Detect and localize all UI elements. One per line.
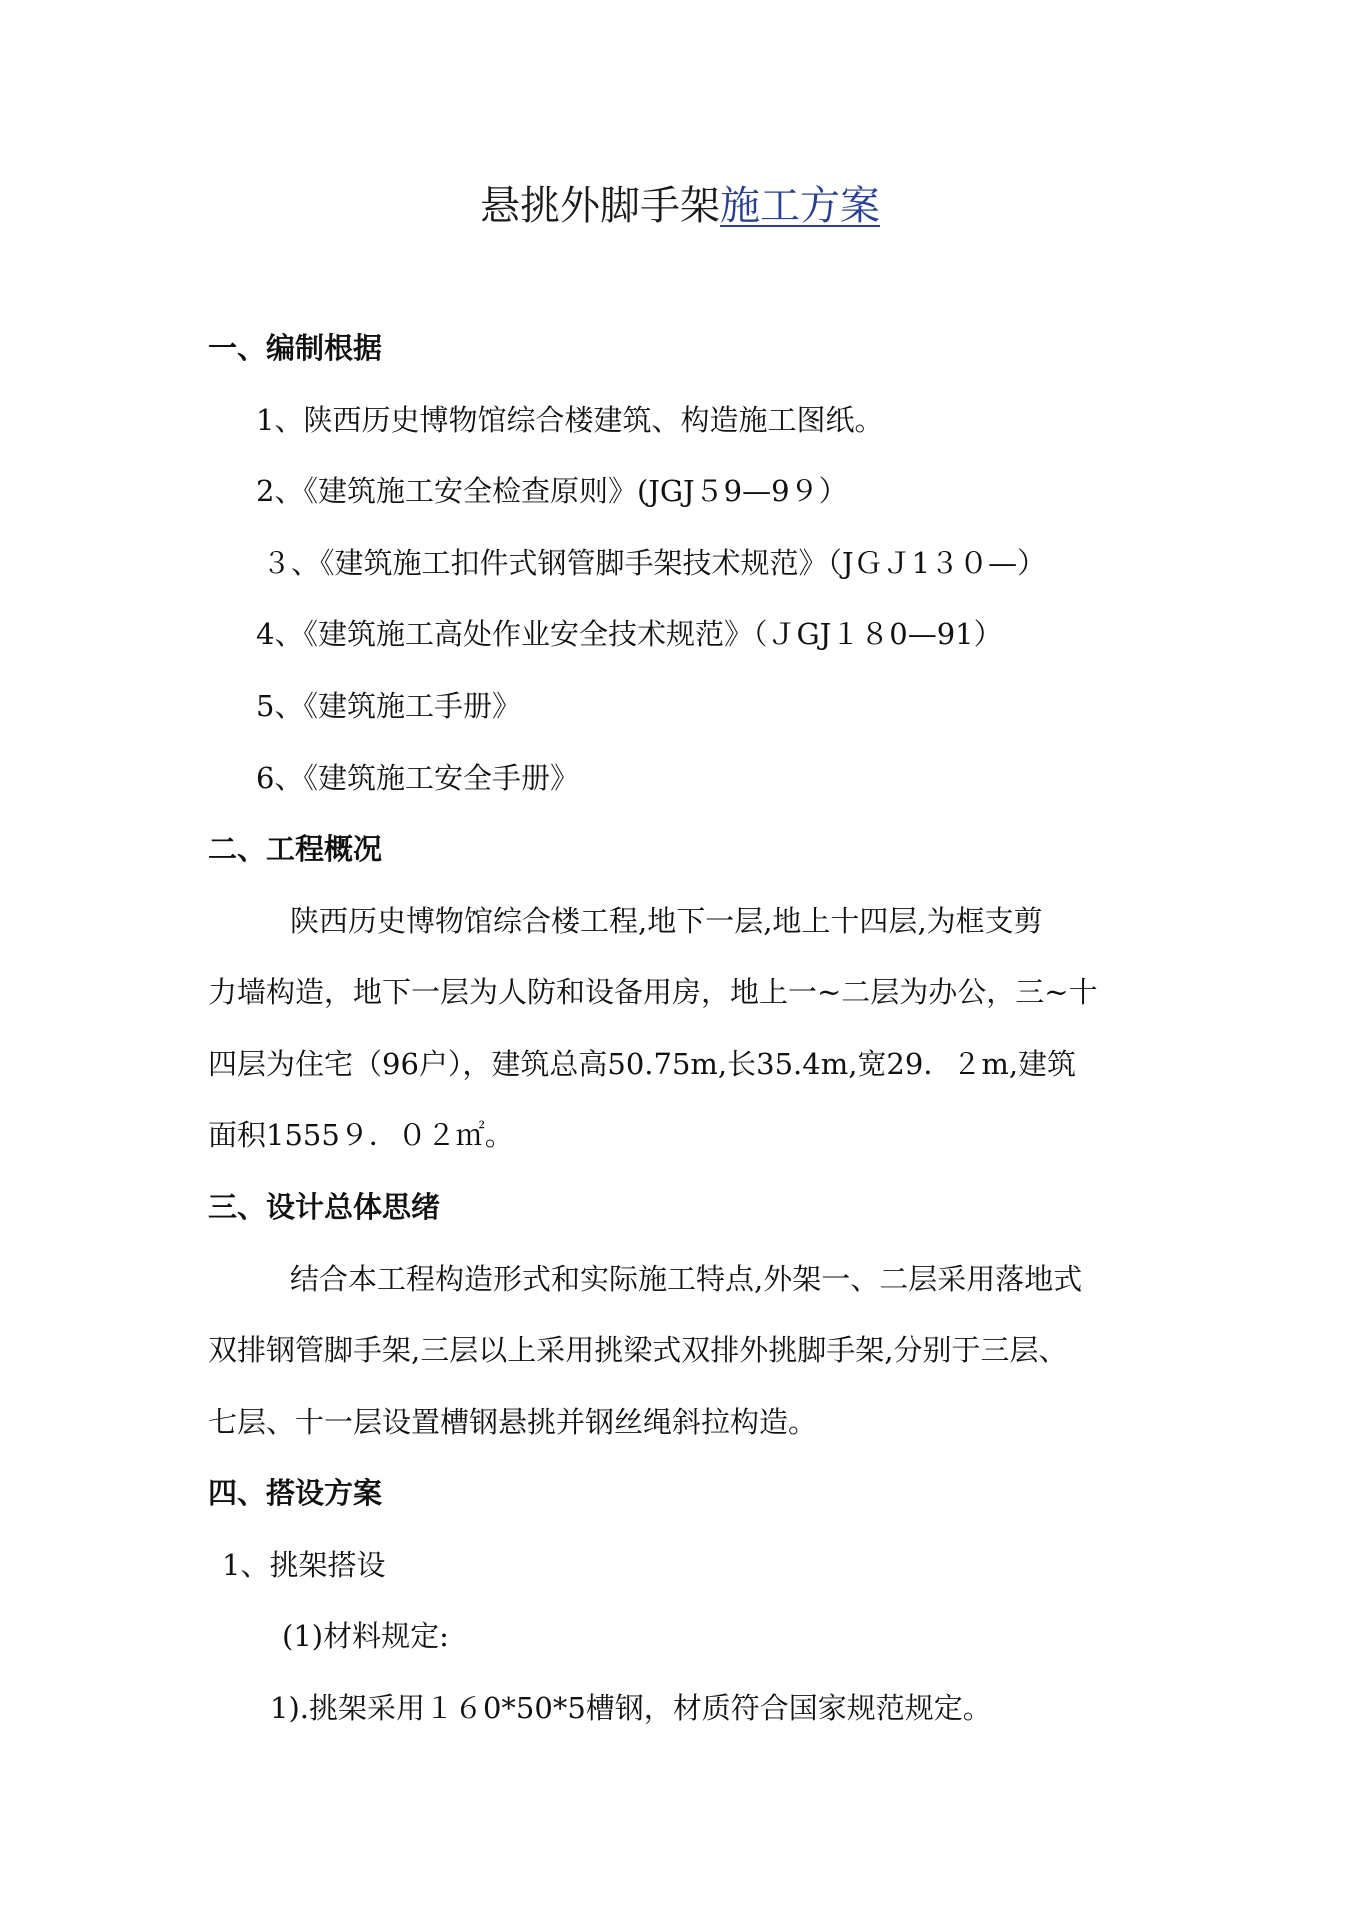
design-line-3: 七层、十一层设置槽钢悬挑并钢丝绳斜拉构造。 [208, 1405, 818, 1439]
plan-material-heading: (1)材料规定: [282, 1619, 449, 1653]
basis-item-2: 2、《建筑施工安全检查原则》(JGJ５9—9９） [256, 474, 848, 508]
design-line-2: 双排钢管脚手架,三层以上采用挑梁式双排外挑脚手架,分别于三层、 [208, 1333, 1068, 1367]
title-link[interactable]: 施工方案 [720, 183, 880, 229]
section-heading-design: 三、设计总体思绪 [208, 1190, 441, 1224]
title-main: 悬挑外脚手架 [480, 183, 720, 229]
basis-item-5: 5、《建筑施工手册》 [256, 689, 521, 723]
basis-item-6: 6、《建筑施工安全手册》 [256, 761, 579, 795]
plan-subheading: 1、挑架搭设 [222, 1548, 386, 1582]
overview-line-4: 面积1555９．０２㎡。 [208, 1118, 514, 1152]
section-heading-plan: 四、搭设方案 [208, 1476, 383, 1510]
overview-line-3: 四层为住宅（96户），建筑总高50.75m,长35.4m,宽29．２m,建筑 [208, 1047, 1077, 1081]
design-line-1: 结合本工程构造形式和实际施工特点,外架一、二层采用落地式 [290, 1262, 1083, 1296]
overview-line-2: 力墙构造，地下一层为人防和设备用房，地上一~二层为办公，三~十 [208, 975, 1098, 1009]
section-heading-overview: 二、工程概况 [208, 832, 383, 866]
section-heading-basis: 一、编制根据 [208, 331, 383, 365]
basis-item-1: 1、陕西历史博物馆综合楼建筑、构造施工图纸。 [256, 403, 884, 437]
basis-item-4: 4、《建筑施工高处作业安全技术规范》（ＪGJ１８0—91） [256, 617, 1003, 651]
document-title [0, 178, 1360, 234]
basis-item-3: ３、《建筑施工扣件式钢管脚手架技术规范》（JＧＪ1３０—） [262, 546, 1047, 580]
plan-material-item-1: 1).挑架采用１６0*50*5槽钢，材质符合国家规范规定。 [270, 1691, 992, 1725]
overview-line-1: 陕西历史博物馆综合楼工程,地下一层,地上十四层,为框支剪 [290, 904, 1043, 938]
